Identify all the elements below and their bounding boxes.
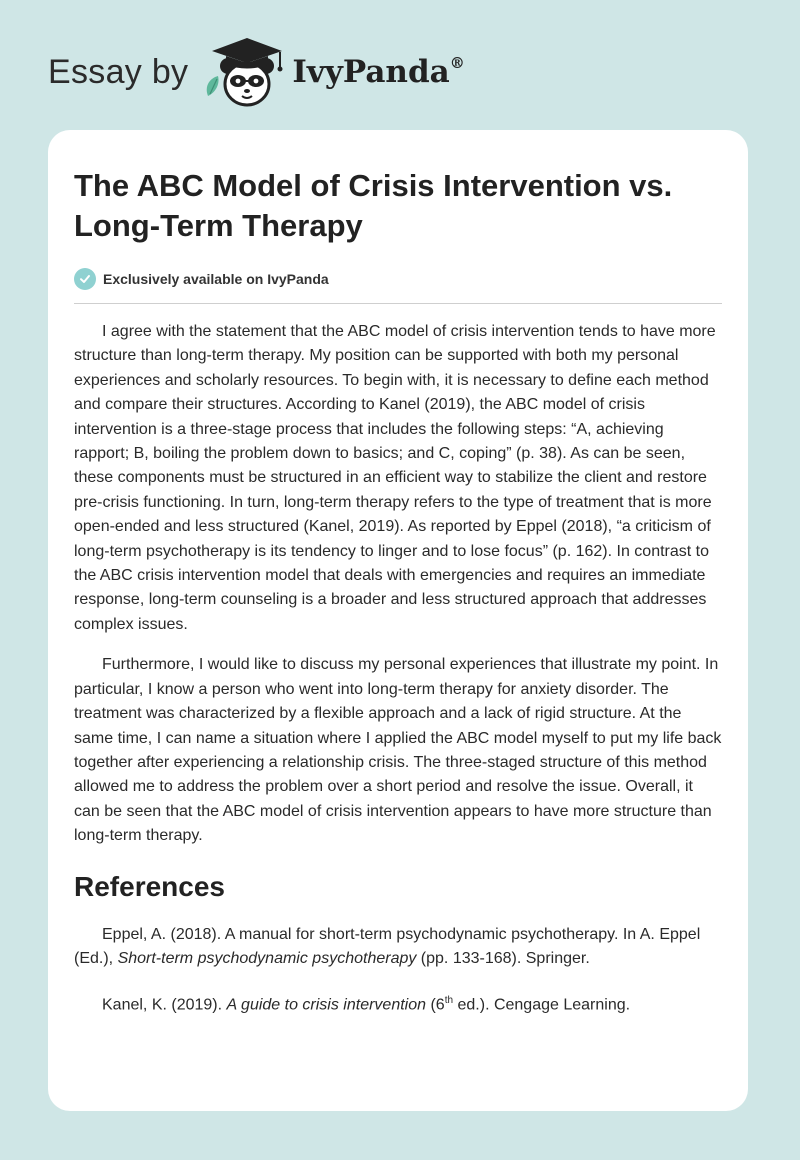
reference-eppel: Eppel, A. (2018). A manual for short-term psychodynamic psychotherapy. In A. Eppel (Ed.), Short-term psychodynamic psychotherapy (pp. 133-168). Springer. — [74, 925, 701, 967]
references-heading: References — [74, 870, 225, 902]
paragraph-1: I agree with the statement that the ABC model of crisis intervention tends to have more structure than long-term therapy. My position can be supported with both my personal experiences and scholarly resources. To begin with, it is necessary to define each method and compare their structures. According to Kanel (2019), the ABC model of crisis intervention is a three-stage process that includes the following steps: “A, achieving rapport; B, boiling the problem down to basics; and C, coping” (p. 38). As can be seen, these components must be structured in an efficient way to stabilize the client and restore pre-crisis functioning. In turn, long-term therapy refers to the type of treatment that is more open-ended and less structured (Kanel, 2019). As reported by Eppel (2018), “a criticism of long-term psychotherapy is its tendency to linger and to lose focus” (p. 162). In contrast to the ABC crisis intervention model that deals with emergencies and requires an immediate response, long-term counseling is a broader and less structured approach that addresses complex issues. — [74, 323, 716, 633]
trademark: ® — [449, 54, 465, 72]
paragraph-2: Furthermore, I would like to discuss my personal experiences that illustrate my point. In particular, I know a person who went into long-term therapy for anxiety disorder. The treatment was characterized by a flexible approach and a lack of rigid structure. At the same time, I can name a situation where I applied the ABC model myself to put my life back together after experiencing a relationship crisis. The three-staged structure of this method allowed me to address the problem over a short period and resolve the issue. Overall, it can be seen that the ABC model of crisis intervention appears to have more structure than long-term therapy. — [74, 656, 722, 845]
panda-graduate-icon — [202, 34, 286, 110]
divider — [74, 303, 722, 304]
check-circle-icon — [74, 268, 96, 290]
badge-text: Exclusively available on IvyPanda — [103, 271, 329, 287]
essay-title: The ABC Model of Crisis Intervention vs. Long-Term Therapy — [74, 168, 673, 243]
brand-prefix: Essay by — [48, 52, 189, 91]
reference-kanel: Kanel, K. (2019). A guide to crisis intervention (6th ed.). Cengage Learning. — [102, 995, 631, 1014]
exclusive-badge — [74, 268, 722, 290]
essay-card — [48, 130, 748, 1111]
brand-header — [48, 36, 465, 108]
brand-name: IvyPanda® — [292, 54, 465, 90]
